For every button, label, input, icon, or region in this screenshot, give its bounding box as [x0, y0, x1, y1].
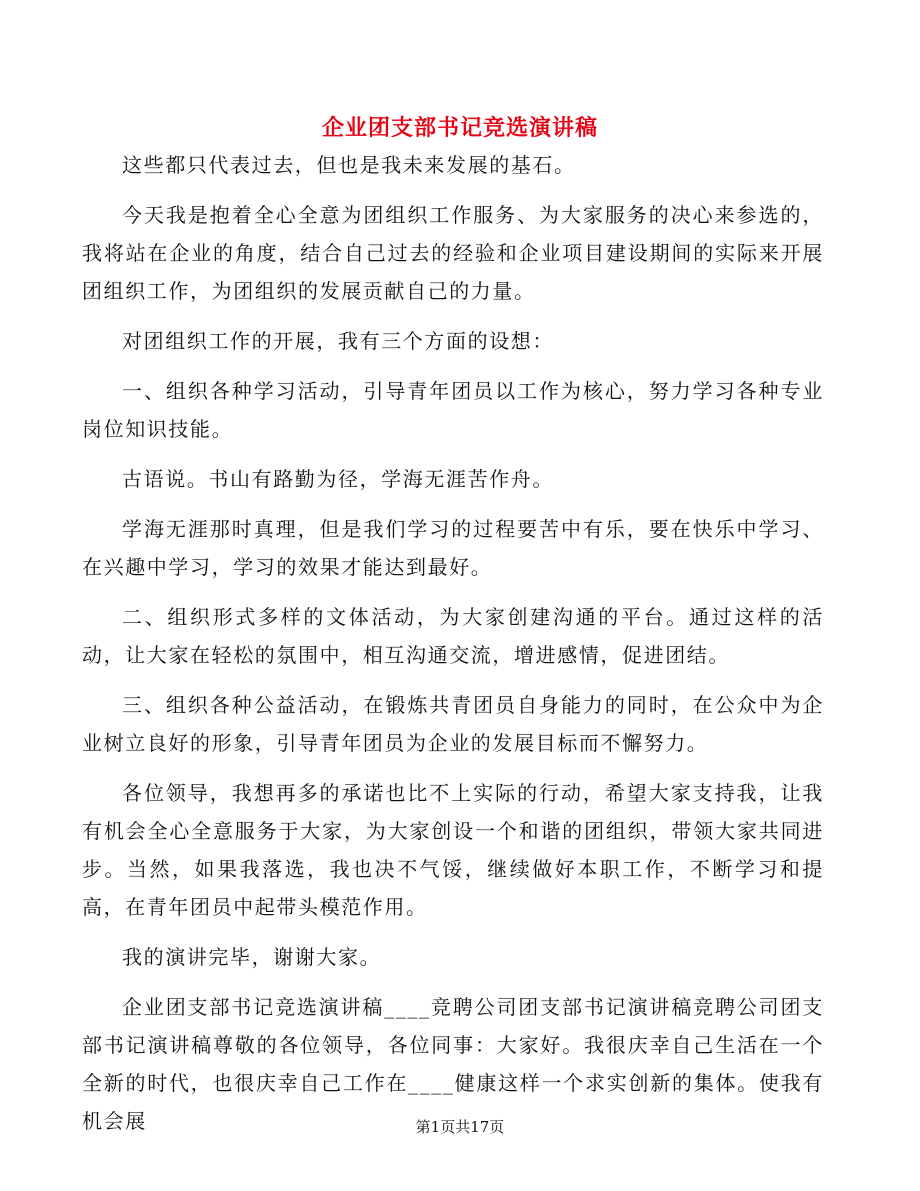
paragraph: 古语说。书山有路勤为径，学海无涯苦作舟。 [122, 467, 554, 491]
paragraph: 三、组织各种公益活动，在锻炼共青团员自身能力的同时，在公众中为企业树立良好的形象，引导青年团员为企业的发展目标而不懈努力。 [82, 693, 824, 755]
document-title: 企业团支部书记竞选演讲稿 [321, 115, 598, 141]
paragraph: 二、组织形式多样的文体活动，为大家创建沟通的平台。通过这样的活动，让大家在轻松的氛围中，相互沟通交流，增进感情，促进团结。 [82, 605, 824, 667]
paragraph: 一、组织各种学习活动，引导青年团员以工作为核心，努力学习各种专业岗位知识技能。 [82, 379, 824, 441]
paragraph: 企业团支部书记竞选演讲稿____竞聘公司团支部书记演讲稿竞聘公司团支部书记演讲稿尊敬的各位领导，各位同事：大家好。我很庆幸自己生活在一个全新的时代，也很庆幸自己工作在____健康这样一个求实创新的集体。使我有机会展 [82, 995, 824, 1133]
paragraph: 对团组织工作的开展，我有三个方面的设想： [122, 329, 554, 353]
paragraph: 各位领导，我想再多的承诺也比不上实际的行动，希望大家支持我，让我有机会全心全意服务于大家，为大家创设一个和谐的团组织，带领大家共同进步。当然，如果我落选，我也决不气馁，继续做好本职工作，不断学习和提高，在青年团员中起带头模范作用。 [82, 781, 824, 919]
paragraph: 这些都只代表过去，但也是我未来发展的基石。 [122, 153, 576, 177]
document-body [82, 146, 824, 1152]
paragraph: 今天我是抱着全心全意为团组织工作服务、为大家服务的决心来参选的，我将站在企业的角度，结合自己过去的经验和企业项目建设期间的实际来开展团组织工作，为团组织的发展贡献自己的力量。 [82, 203, 824, 303]
paragraph: 学海无涯那时真理，但是我们学习的过程要苦中有乐，要在快乐中学习、在兴趣中学习，学习的效果才能达到最好。 [82, 517, 824, 579]
paragraph: 我的演讲完毕，谢谢大家。 [122, 945, 382, 969]
page-number: 第1页共17页 [415, 1118, 505, 1136]
